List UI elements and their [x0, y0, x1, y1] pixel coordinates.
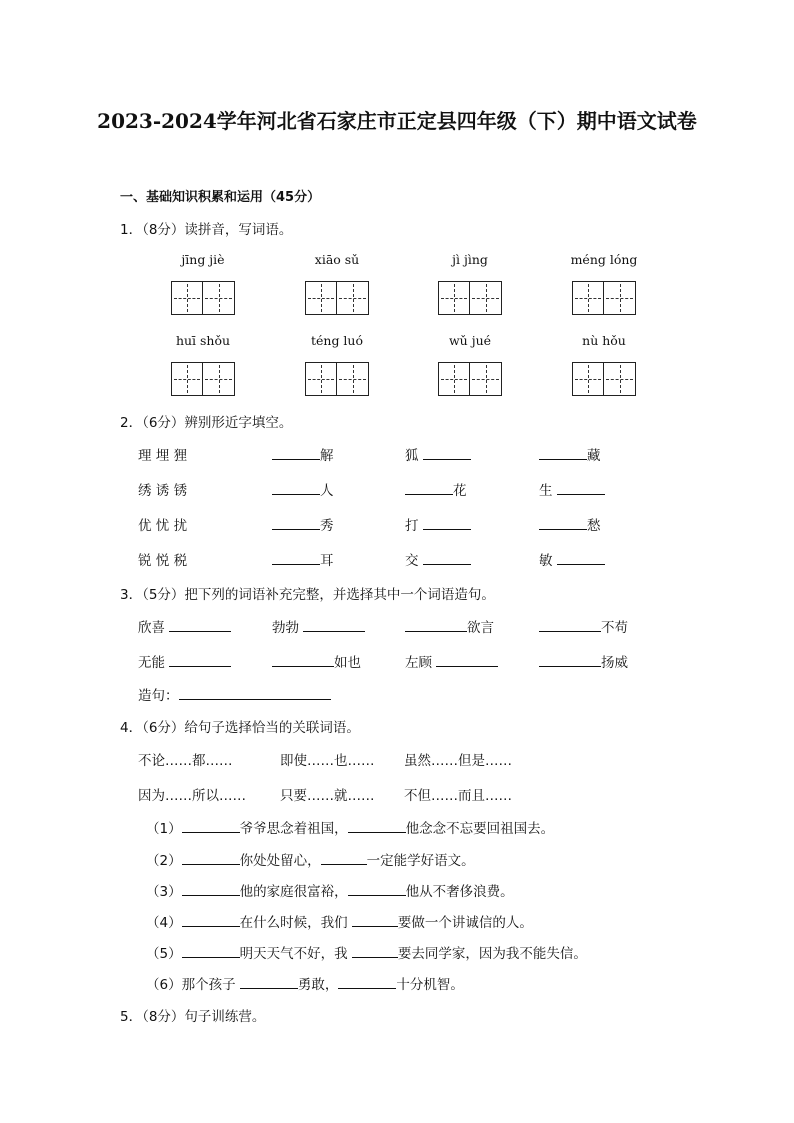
pinyin-label: huī shǒu — [175, 333, 231, 348]
fill-item: 秀 — [272, 514, 334, 534]
fill-item: 狐 — [405, 444, 471, 464]
sentence-item: （6）那个孩子 勇敢， 十分机智。 — [146, 973, 464, 993]
answer-blank[interactable] — [338, 974, 396, 989]
question-4-stem: 4．（6分）给句子选择恰当的关联词语。 — [120, 720, 360, 736]
answer-blank[interactable] — [423, 550, 471, 565]
answer-blank[interactable] — [352, 943, 398, 958]
idiom-item: 欲言 — [405, 616, 494, 636]
fill-item: 打 — [405, 514, 471, 534]
answer-blank[interactable] — [557, 480, 605, 495]
answer-blank[interactable] — [272, 652, 334, 667]
section-heading: 一、基础知识积累和运用（45分） — [120, 190, 321, 205]
answer-blank[interactable] — [182, 943, 240, 958]
sentence-item: 造句： — [138, 684, 331, 704]
sentence-blank[interactable] — [179, 685, 331, 700]
answer-blank[interactable] — [272, 445, 320, 460]
idiom-item: 无能 — [138, 651, 231, 671]
option-text: 虽然……但是…… — [404, 753, 512, 769]
writing-grid[interactable] — [572, 281, 636, 315]
answer-blank[interactable] — [405, 617, 467, 632]
writing-grid[interactable] — [171, 362, 235, 396]
answer-blank[interactable] — [405, 480, 453, 495]
answer-blank[interactable] — [321, 850, 367, 865]
pinyin-label: wǔ jué — [448, 333, 492, 348]
question-5-stem: 5．（8分）句子训练营。 — [120, 1009, 266, 1025]
fill-item: 愁 — [539, 514, 601, 534]
option-text: 不论……都…… — [138, 753, 233, 769]
writing-grid[interactable] — [438, 281, 502, 315]
answer-blank[interactable] — [352, 912, 398, 927]
writing-grid[interactable] — [305, 362, 369, 396]
writing-grid[interactable] — [305, 281, 369, 315]
pinyin-label: jīng jiè — [181, 252, 225, 267]
question-1-stem: 1．（8分）读拼音，写词语。 — [120, 222, 293, 238]
sentence-item: （5） 明天天气不好，我 要去同学家，因为我不能失信。 — [146, 942, 587, 962]
writing-grid[interactable] — [572, 362, 636, 396]
answer-blank[interactable] — [169, 617, 231, 632]
answer-blank[interactable] — [272, 480, 320, 495]
question-3-stem: 3．（5分）把下列的词语补充完整，并选择其中一个词语造句。 — [120, 587, 495, 603]
answer-blank[interactable] — [423, 515, 471, 530]
sentence-item: （3） 他的家庭很富裕， 他从不奢侈浪费。 — [146, 880, 514, 900]
char-group: 优 忧 扰 — [138, 518, 188, 534]
pinyin-label: xiāo sǔ — [314, 252, 360, 267]
answer-blank[interactable] — [539, 445, 587, 460]
char-group: 锐 悦 税 — [138, 553, 188, 569]
answer-blank[interactable] — [182, 881, 240, 896]
pinyin-label: nù hǒu — [582, 333, 626, 348]
char-group: 绣 诱 锈 — [138, 483, 188, 499]
pinyin-label: téng luó — [310, 333, 364, 348]
idiom-item: 左顾 — [405, 651, 498, 671]
idiom-item: 欣喜 — [138, 616, 231, 636]
fill-item: 花 — [405, 479, 467, 499]
answer-blank[interactable] — [557, 550, 605, 565]
option-text: 只要……就…… — [280, 788, 375, 804]
idiom-item: 不苟 — [539, 616, 628, 636]
page-title: 2023-2024学年河北省石家庄市正定县四年级（下）期中语文试卷 — [97, 109, 697, 133]
option-text: 因为……所以…… — [138, 788, 246, 804]
answer-blank[interactable] — [303, 617, 365, 632]
question-2-stem: 2．（6分）辨别形近字填空。 — [120, 415, 293, 431]
answer-blank[interactable] — [182, 818, 240, 833]
fill-item: 人 — [272, 479, 334, 499]
pinyin-label: méng lóng — [570, 252, 638, 267]
answer-blank[interactable] — [272, 515, 320, 530]
answer-blank[interactable] — [240, 974, 298, 989]
sentence-item: （1） 爷爷思念着祖国， 他念念不忘要回祖国去。 — [146, 817, 554, 837]
fill-item: 生 — [539, 479, 605, 499]
idiom-item: 如也 — [272, 651, 361, 671]
writing-grid[interactable] — [171, 281, 235, 315]
answer-blank[interactable] — [423, 445, 471, 460]
answer-blank[interactable] — [539, 617, 601, 632]
answer-blank[interactable] — [169, 652, 231, 667]
sentence-item: （4） 在什么时候，我们 要做一个讲诚信的人。 — [146, 911, 533, 931]
answer-blank[interactable] — [348, 818, 406, 833]
option-text: 不但……而且…… — [404, 788, 512, 804]
answer-blank[interactable] — [272, 550, 320, 565]
option-text: 即使……也…… — [280, 753, 375, 769]
sentence-item: （2） 你处处留心， 一定能学好语文。 — [146, 849, 475, 869]
idiom-item: 勃勃 — [272, 616, 365, 636]
fill-item: 敏 — [539, 549, 605, 569]
fill-item: 耳 — [272, 549, 334, 569]
answer-blank[interactable] — [182, 850, 240, 865]
fill-item: 藏 — [539, 444, 601, 464]
fill-item: 交 — [405, 549, 471, 569]
answer-blank[interactable] — [436, 652, 498, 667]
answer-blank[interactable] — [539, 515, 587, 530]
answer-blank[interactable] — [539, 652, 601, 667]
writing-grid[interactable] — [438, 362, 502, 396]
answer-blank[interactable] — [182, 912, 240, 927]
pinyin-label: jì jìng — [452, 252, 488, 267]
fill-item: 解 — [272, 444, 334, 464]
answer-blank[interactable] — [348, 881, 406, 896]
char-group: 理 埋 狸 — [138, 448, 188, 464]
idiom-item: 扬威 — [539, 651, 628, 671]
